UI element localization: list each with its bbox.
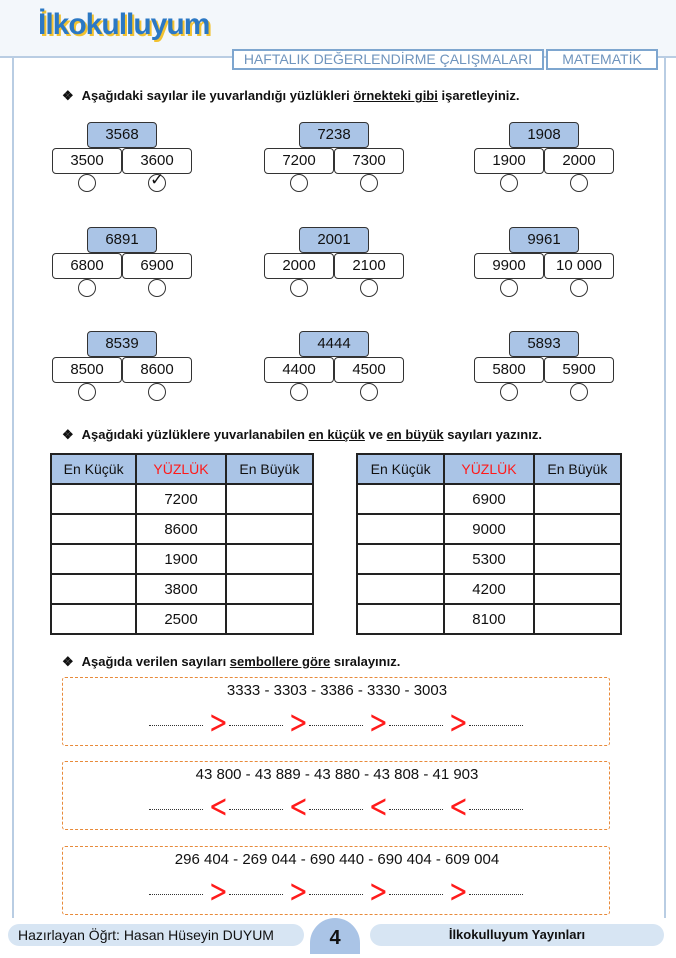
ordering-box xyxy=(62,761,610,830)
answer-blank[interactable] xyxy=(149,809,203,810)
logo: İlkokulluyum xyxy=(38,8,210,41)
answer-blank[interactable] xyxy=(389,809,443,810)
answer-circle-upper[interactable] xyxy=(360,279,378,297)
min-answer-cell[interactable] xyxy=(51,544,136,574)
instruction-3: ❖ Aşağıda verilen sayıları sembollere göre sıralayınız. xyxy=(62,654,401,669)
subject-label: MATEMATİK xyxy=(546,49,658,70)
option-upper: 6900 xyxy=(122,253,192,279)
hundreds-cell: 6900 xyxy=(444,484,533,514)
comparison-symbol: > xyxy=(289,872,308,910)
option-lower: 5800 xyxy=(474,357,544,383)
rounding-item xyxy=(474,227,614,299)
hundreds-cell: 8600 xyxy=(136,514,225,544)
max-answer-cell[interactable] xyxy=(226,544,313,574)
number-sequence: 296 404 - 269 044 - 690 440 - 690 404 - 609 004 xyxy=(174,851,500,868)
rounding-item xyxy=(474,122,614,194)
max-answer-cell[interactable] xyxy=(226,604,313,634)
min-answer-cell[interactable] xyxy=(51,484,136,514)
table-row xyxy=(51,514,313,544)
min-answer-cell[interactable] xyxy=(51,574,136,604)
table-row xyxy=(357,514,621,544)
comparison-symbol: > xyxy=(369,703,388,741)
max-answer-cell[interactable] xyxy=(534,514,621,544)
option-upper: 8600 xyxy=(122,357,192,383)
answer-blank[interactable] xyxy=(149,894,203,895)
answer-blank[interactable] xyxy=(389,725,443,726)
answer-blank[interactable] xyxy=(469,894,523,895)
table-row xyxy=(357,484,621,514)
answer-circle-lower[interactable] xyxy=(290,383,308,401)
table-row xyxy=(357,604,621,634)
header-min: En Küçük xyxy=(51,454,136,484)
table-row xyxy=(51,604,313,634)
answer-circle-lower[interactable] xyxy=(78,174,96,192)
option-lower: 9900 xyxy=(474,253,544,279)
table-row xyxy=(51,484,313,514)
answer-circle-upper[interactable] xyxy=(570,174,588,192)
answer-circle-upper[interactable] xyxy=(570,383,588,401)
table-row xyxy=(357,544,621,574)
option-upper: 2100 xyxy=(334,253,404,279)
table-row xyxy=(51,574,313,604)
answer-blank[interactable] xyxy=(309,725,363,726)
answer-blank[interactable] xyxy=(149,725,203,726)
comparison-symbol: > xyxy=(449,872,468,910)
answer-circle-lower[interactable] xyxy=(500,174,518,192)
bullet-icon: ❖ xyxy=(62,654,74,669)
rounding-item xyxy=(52,227,192,299)
comparison-symbol: > xyxy=(369,872,388,910)
header-hundreds: YÜZLÜK xyxy=(444,454,533,484)
ordering-box xyxy=(62,677,610,746)
min-answer-cell[interactable] xyxy=(51,514,136,544)
check-icon: ✓ xyxy=(150,170,165,190)
option-lower: 8500 xyxy=(52,357,122,383)
option-lower: 3500 xyxy=(52,148,122,174)
option-upper: 2000 xyxy=(544,148,614,174)
number-box: 6891 xyxy=(87,227,157,253)
rounding-item xyxy=(52,122,192,194)
answer-circle-lower[interactable] xyxy=(500,383,518,401)
rounding-item xyxy=(474,331,614,403)
instruction-1: ❖ Aşağıdaki sayılar ile yuvarlandığı yüzlükleri örnekteki gibi işaretleyiniz. xyxy=(62,88,520,103)
rounding-item xyxy=(264,331,404,403)
answer-blank[interactable] xyxy=(229,894,283,895)
answer-blank[interactable] xyxy=(229,725,283,726)
answer-blank[interactable] xyxy=(389,894,443,895)
comparison-symbol: < xyxy=(449,787,468,825)
answer-circle-upper[interactable] xyxy=(148,383,166,401)
page-number: 4 xyxy=(310,918,360,954)
max-answer-cell[interactable] xyxy=(534,544,621,574)
max-answer-cell[interactable] xyxy=(226,484,313,514)
min-answer-cell[interactable] xyxy=(357,484,444,514)
hundreds-cell: 1900 xyxy=(136,544,225,574)
min-answer-cell[interactable] xyxy=(357,574,444,604)
answer-blank[interactable] xyxy=(309,894,363,895)
number-sequence: 3333 - 3303 - 3386 - 3330 - 3003 xyxy=(226,682,448,699)
number-box: 5893 xyxy=(509,331,579,357)
rounding-item xyxy=(264,122,404,194)
answer-blank[interactable] xyxy=(469,809,523,810)
header-max: En Büyük xyxy=(534,454,621,484)
ordering-box xyxy=(62,846,610,915)
answer-circle-upper[interactable] xyxy=(148,170,166,192)
answer-blank[interactable] xyxy=(469,725,523,726)
rounding-table-right xyxy=(356,453,622,635)
option-lower: 4400 xyxy=(264,357,334,383)
rounding-item xyxy=(52,331,192,403)
option-upper: 10 000 xyxy=(544,253,614,279)
bullet-icon: ❖ xyxy=(62,427,74,442)
answer-circle-lower[interactable] xyxy=(500,279,518,297)
comparison-symbol: > xyxy=(209,872,228,910)
option-lower: 2000 xyxy=(264,253,334,279)
hundreds-cell: 4200 xyxy=(444,574,533,604)
option-upper: 7300 xyxy=(334,148,404,174)
option-upper: 3600 xyxy=(122,148,192,174)
answer-circle-lower[interactable] xyxy=(78,279,96,297)
number-box: 1908 xyxy=(509,122,579,148)
min-answer-cell[interactable] xyxy=(357,604,444,634)
answer-circle-lower[interactable] xyxy=(290,174,308,192)
min-answer-cell[interactable] xyxy=(51,604,136,634)
number-sequence: 43 800 - 43 889 - 43 880 - 43 808 - 41 903 xyxy=(195,766,479,783)
comparison-symbol: < xyxy=(289,787,308,825)
answer-circle-upper[interactable] xyxy=(570,279,588,297)
hundreds-cell: 5300 xyxy=(444,544,533,574)
hundreds-cell: 9000 xyxy=(444,514,533,544)
number-box: 4444 xyxy=(299,331,369,357)
number-box: 2001 xyxy=(299,227,369,253)
rounding-table-left xyxy=(50,453,314,635)
option-upper: 4500 xyxy=(334,357,404,383)
answer-blank[interactable] xyxy=(229,809,283,810)
table-row xyxy=(357,574,621,604)
number-box: 3568 xyxy=(87,122,157,148)
min-answer-cell[interactable] xyxy=(357,514,444,544)
publisher-label: İlkokulluyum Yayınları xyxy=(370,924,664,946)
answer-circle-upper[interactable] xyxy=(148,279,166,297)
comparison-symbol: > xyxy=(209,703,228,741)
answer-circle-upper[interactable] xyxy=(360,383,378,401)
hundreds-cell: 2500 xyxy=(136,604,225,634)
number-box: 8539 xyxy=(87,331,157,357)
worksheet-title: HAFTALIK DEĞERLENDİRME ÇALIŞMALARI xyxy=(232,49,544,70)
hundreds-cell: 7200 xyxy=(136,484,225,514)
rounding-item xyxy=(264,227,404,299)
bullet-icon: ❖ xyxy=(62,88,74,103)
option-lower: 6800 xyxy=(52,253,122,279)
left-border xyxy=(12,58,14,918)
author-label: Hazırlayan Öğrt: Hasan Hüseyin DUYUM xyxy=(8,924,304,946)
table-row xyxy=(51,544,313,574)
max-answer-cell[interactable] xyxy=(534,604,621,634)
option-lower: 1900 xyxy=(474,148,544,174)
hundreds-cell: 8100 xyxy=(444,604,533,634)
max-answer-cell[interactable] xyxy=(226,514,313,544)
option-lower: 7200 xyxy=(264,148,334,174)
header-max: En Büyük xyxy=(226,454,313,484)
answer-blank[interactable] xyxy=(309,809,363,810)
hundreds-cell: 3800 xyxy=(136,574,225,604)
right-border xyxy=(664,58,666,918)
comparison-symbol: < xyxy=(209,787,228,825)
max-answer-cell[interactable] xyxy=(534,574,621,604)
min-answer-cell[interactable] xyxy=(357,544,444,574)
comparison-symbol: > xyxy=(289,703,308,741)
max-answer-cell[interactable] xyxy=(534,484,621,514)
instruction-2: ❖ Aşağıdaki yüzlüklere yuvarlanabilen en küçük ve en büyük sayıları yazınız. xyxy=(62,427,542,442)
header-min: En Küçük xyxy=(357,454,444,484)
number-box: 9961 xyxy=(509,227,579,253)
header-hundreds: YÜZLÜK xyxy=(136,454,225,484)
comparison-symbol: < xyxy=(369,787,388,825)
answer-circle-upper[interactable] xyxy=(360,174,378,192)
answer-circle-lower[interactable] xyxy=(78,383,96,401)
option-upper: 5900 xyxy=(544,357,614,383)
comparison-symbol: > xyxy=(449,703,468,741)
number-box: 7238 xyxy=(299,122,369,148)
answer-circle-lower[interactable] xyxy=(290,279,308,297)
max-answer-cell[interactable] xyxy=(226,574,313,604)
